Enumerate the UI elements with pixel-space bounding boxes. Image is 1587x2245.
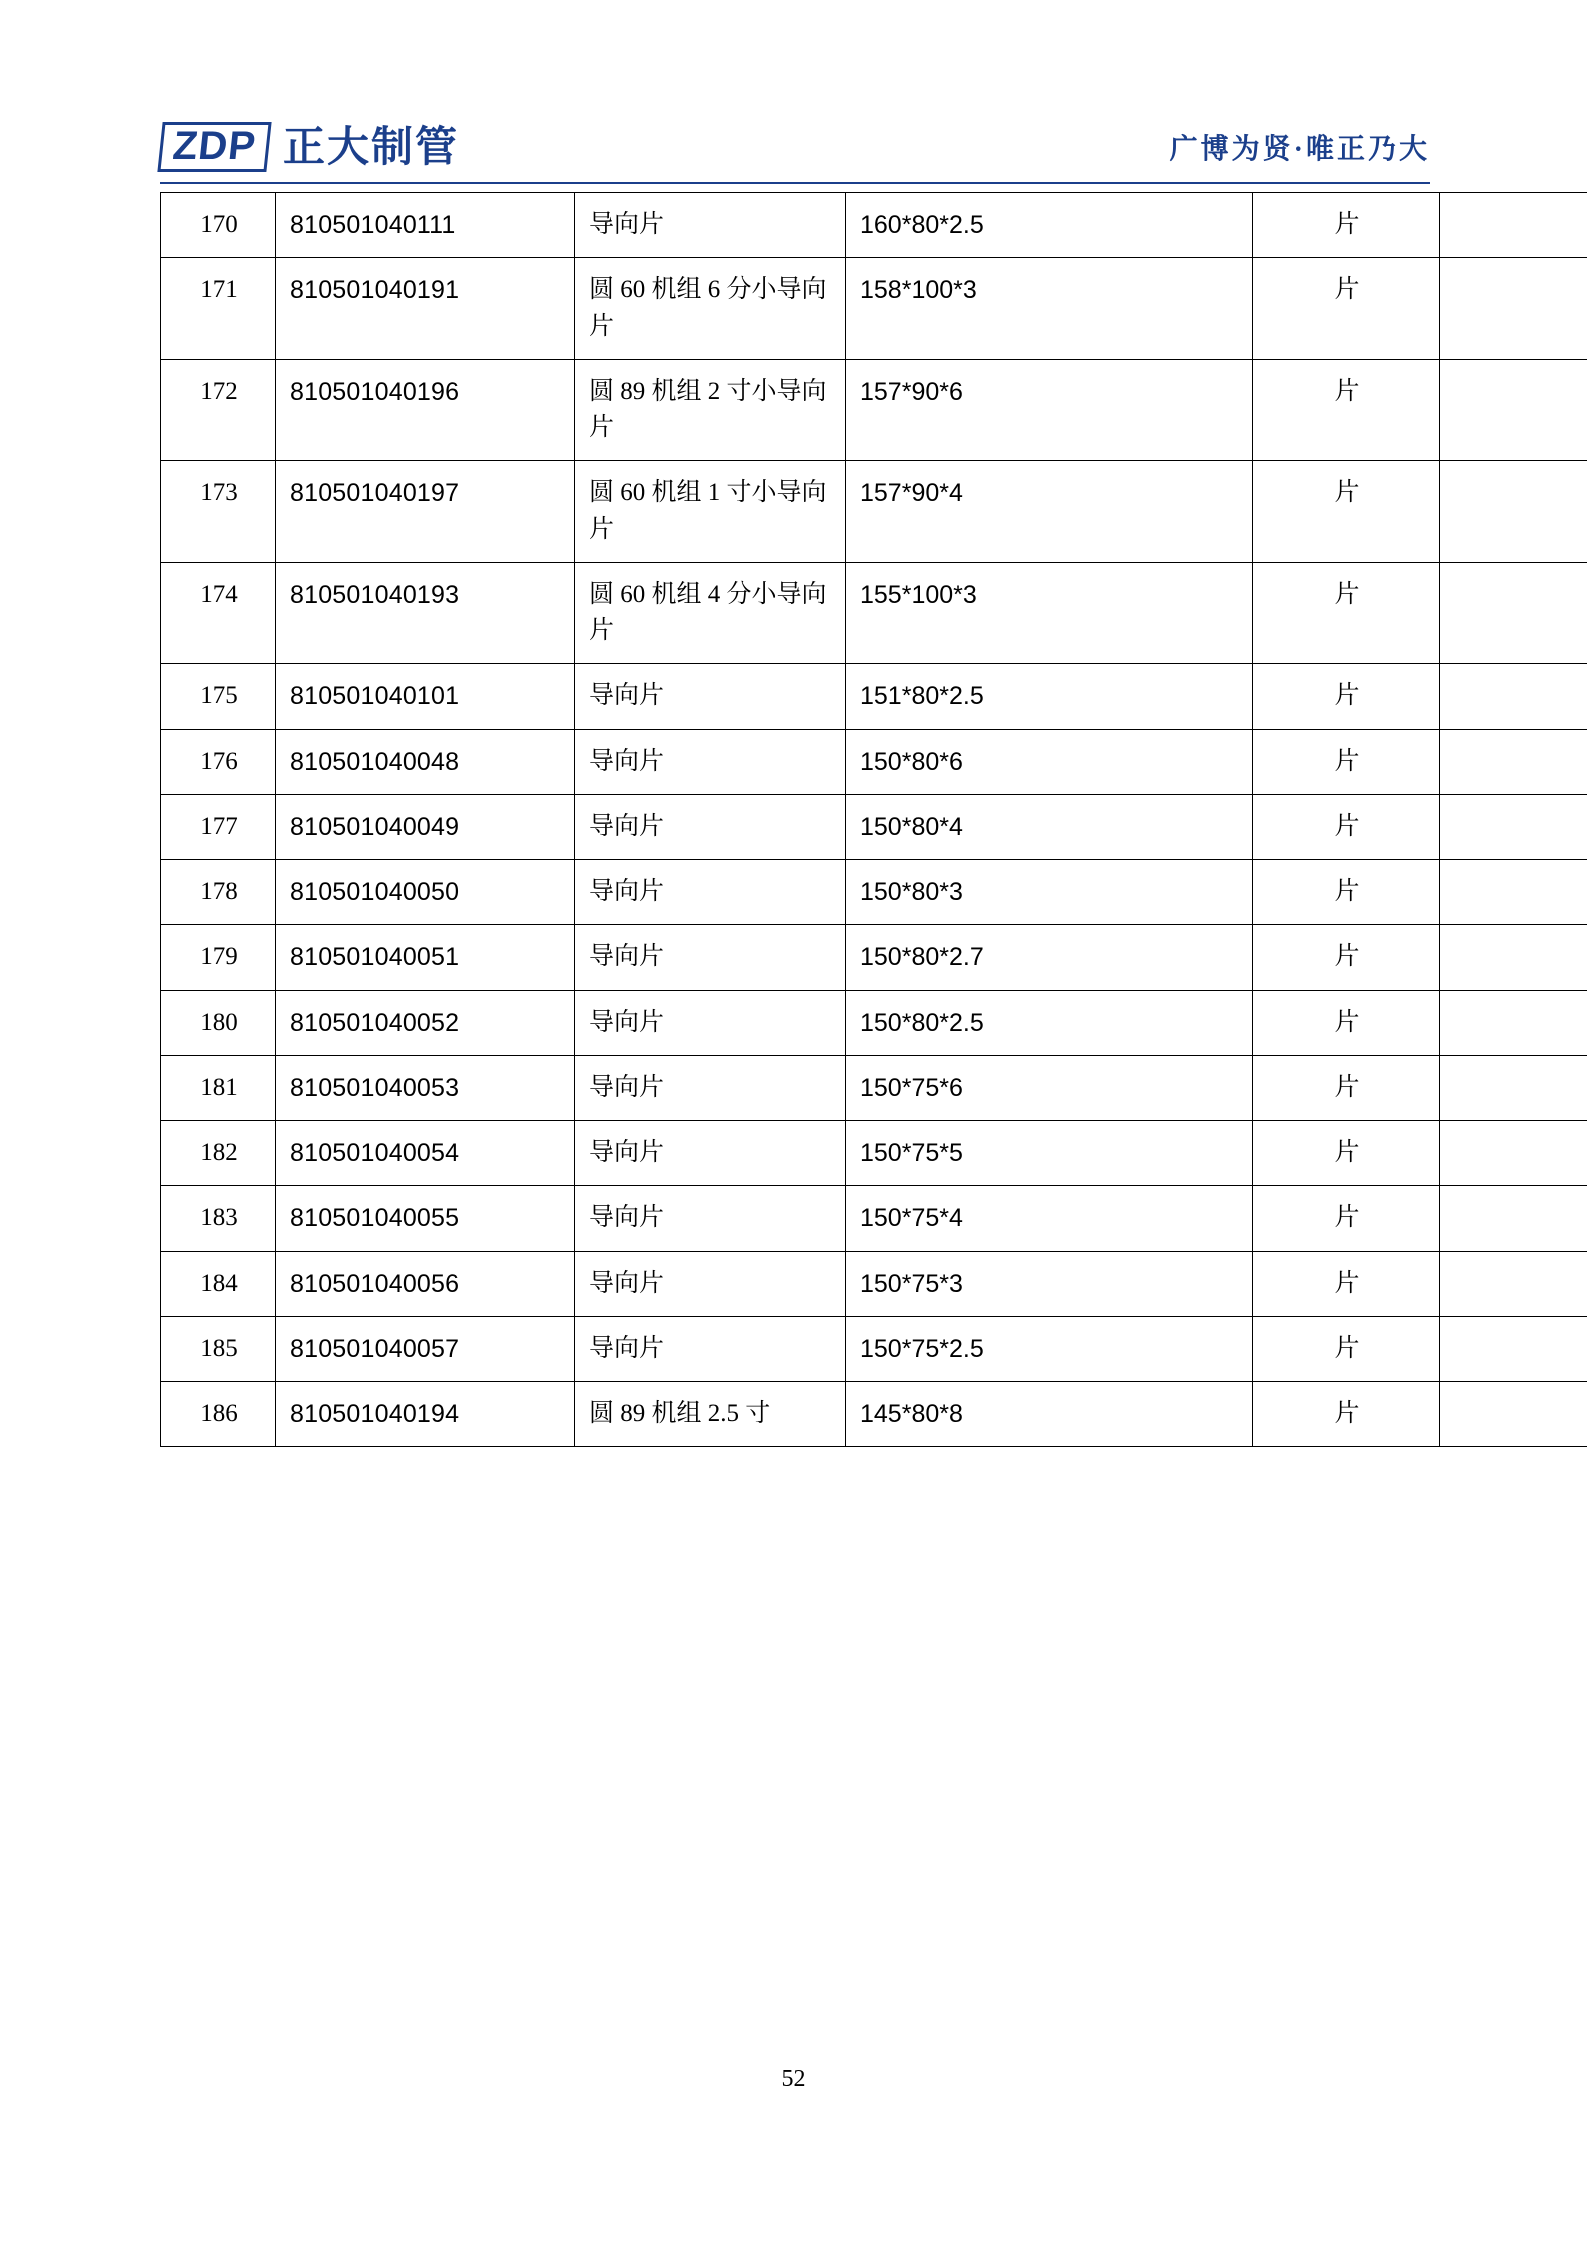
cell-spec: 160*80*2.5 <box>846 193 1253 258</box>
cell-unit: 片 <box>1253 1121 1440 1186</box>
cell-code: 810501040191 <box>276 258 575 360</box>
cell-name: 导向片 <box>575 193 846 258</box>
cell-index: 185 <box>161 1316 276 1381</box>
cell-index: 177 <box>161 794 276 859</box>
cell-code: 810501040055 <box>276 1186 575 1251</box>
cell-spec: 150*80*4 <box>846 794 1253 859</box>
cell-name: 导向片 <box>575 1055 846 1120</box>
cell-note <box>1440 1121 1587 1186</box>
table-row <box>161 1186 1587 1251</box>
cell-spec: 155*100*3 <box>846 562 1253 664</box>
cell-index: 184 <box>161 1251 276 1316</box>
table-row <box>161 1121 1587 1186</box>
cell-code: 810501040049 <box>276 794 575 859</box>
cell-name: 导向片 <box>575 729 846 794</box>
cell-index: 179 <box>161 925 276 990</box>
cell-code: 810501040194 <box>276 1382 575 1447</box>
table-row <box>161 1055 1587 1120</box>
table-row <box>161 359 1587 461</box>
cell-code: 810501040053 <box>276 1055 575 1120</box>
cell-unit: 片 <box>1253 1055 1440 1120</box>
table-row <box>161 562 1587 664</box>
table-row <box>161 925 1587 990</box>
cell-unit: 片 <box>1253 258 1440 360</box>
page-header <box>160 112 1430 182</box>
cell-name: 导向片 <box>575 1186 846 1251</box>
parts-table-body <box>161 193 1587 1447</box>
cell-spec: 150*75*6 <box>846 1055 1253 1120</box>
logo-company-name: 正大制管 <box>283 123 460 170</box>
cell-note <box>1440 1055 1587 1120</box>
cell-unit: 片 <box>1253 860 1440 925</box>
cell-index: 180 <box>161 990 276 1055</box>
table-row <box>161 990 1587 1055</box>
cell-spec: 150*80*2.7 <box>846 925 1253 990</box>
cell-code: 810501040051 <box>276 925 575 990</box>
table-row <box>161 860 1587 925</box>
cell-note <box>1440 1316 1587 1381</box>
cell-note <box>1440 729 1587 794</box>
cell-note <box>1440 461 1587 563</box>
cell-spec: 150*75*3 <box>846 1251 1253 1316</box>
cell-note <box>1440 990 1587 1055</box>
cell-index: 176 <box>161 729 276 794</box>
cell-code: 810501040052 <box>276 990 575 1055</box>
header-divider <box>160 182 1430 184</box>
cell-unit: 片 <box>1253 1251 1440 1316</box>
cell-name: 导向片 <box>575 1251 846 1316</box>
cell-name: 导向片 <box>575 1121 846 1186</box>
table-row <box>161 193 1587 258</box>
cell-spec: 145*80*8 <box>846 1382 1253 1447</box>
cell-unit: 片 <box>1253 664 1440 729</box>
cell-name: 圆 60 机组 1 寸小导向片 <box>575 461 846 563</box>
logo-mark-icon: ZDP <box>157 122 271 172</box>
cell-unit: 片 <box>1253 1186 1440 1251</box>
cell-index: 182 <box>161 1121 276 1186</box>
cell-note <box>1440 1186 1587 1251</box>
cell-unit: 片 <box>1253 562 1440 664</box>
company-logo <box>160 122 459 172</box>
cell-index: 172 <box>161 359 276 461</box>
cell-code: 810501040057 <box>276 1316 575 1381</box>
cell-note <box>1440 359 1587 461</box>
table-row <box>161 461 1587 563</box>
table-row <box>161 1316 1587 1381</box>
cell-spec: 150*80*3 <box>846 860 1253 925</box>
cell-note <box>1440 258 1587 360</box>
parts-table <box>160 192 1587 1447</box>
table-row <box>161 729 1587 794</box>
cell-spec: 150*75*2.5 <box>846 1316 1253 1381</box>
cell-note <box>1440 1251 1587 1316</box>
cell-code: 810501040196 <box>276 359 575 461</box>
cell-name: 圆 89 机组 2.5 寸 <box>575 1382 846 1447</box>
cell-spec: 157*90*6 <box>846 359 1253 461</box>
cell-spec: 151*80*2.5 <box>846 664 1253 729</box>
cell-spec: 157*90*4 <box>846 461 1253 563</box>
cell-index: 178 <box>161 860 276 925</box>
cell-index: 186 <box>161 1382 276 1447</box>
cell-spec: 150*80*6 <box>846 729 1253 794</box>
table-row <box>161 1251 1587 1316</box>
cell-spec: 150*80*2.5 <box>846 990 1253 1055</box>
cell-name: 圆 60 机组 6 分小导向片 <box>575 258 846 360</box>
cell-unit: 片 <box>1253 193 1440 258</box>
cell-note <box>1440 925 1587 990</box>
cell-unit: 片 <box>1253 1316 1440 1381</box>
cell-name: 导向片 <box>575 990 846 1055</box>
table-row <box>161 1382 1587 1447</box>
cell-unit: 片 <box>1253 1382 1440 1447</box>
cell-code: 810501040054 <box>276 1121 575 1186</box>
table-row <box>161 794 1587 859</box>
cell-unit: 片 <box>1253 461 1440 563</box>
cell-code: 810501040101 <box>276 664 575 729</box>
cell-code: 810501040056 <box>276 1251 575 1316</box>
cell-index: 171 <box>161 258 276 360</box>
cell-code: 810501040111 <box>276 193 575 258</box>
cell-index: 181 <box>161 1055 276 1120</box>
cell-name: 导向片 <box>575 925 846 990</box>
cell-code: 810501040050 <box>276 860 575 925</box>
cell-unit: 片 <box>1253 794 1440 859</box>
cell-index: 173 <box>161 461 276 563</box>
table-row <box>161 258 1587 360</box>
company-slogan: 广博为贤·唯正乃大 <box>1169 134 1430 165</box>
cell-name: 圆 89 机组 2 寸小导向片 <box>575 359 846 461</box>
cell-note <box>1440 1382 1587 1447</box>
cell-unit: 片 <box>1253 729 1440 794</box>
cell-unit: 片 <box>1253 359 1440 461</box>
cell-name: 圆 60 机组 4 分小导向片 <box>575 562 846 664</box>
cell-name: 导向片 <box>575 1316 846 1381</box>
cell-note <box>1440 664 1587 729</box>
cell-index: 183 <box>161 1186 276 1251</box>
cell-spec: 150*75*4 <box>846 1186 1253 1251</box>
cell-note <box>1440 562 1587 664</box>
cell-index: 170 <box>161 193 276 258</box>
cell-spec: 158*100*3 <box>846 258 1253 360</box>
cell-note <box>1440 794 1587 859</box>
cell-note <box>1440 193 1587 258</box>
table-row <box>161 664 1587 729</box>
cell-name: 导向片 <box>575 794 846 859</box>
cell-index: 174 <box>161 562 276 664</box>
parts-table-container <box>160 192 1428 1447</box>
cell-name: 导向片 <box>575 664 846 729</box>
cell-code: 810501040048 <box>276 729 575 794</box>
cell-code: 810501040193 <box>276 562 575 664</box>
cell-index: 175 <box>161 664 276 729</box>
cell-spec: 150*75*5 <box>846 1121 1253 1186</box>
cell-unit: 片 <box>1253 990 1440 1055</box>
cell-code: 810501040197 <box>276 461 575 563</box>
cell-note <box>1440 860 1587 925</box>
cell-name: 导向片 <box>575 860 846 925</box>
cell-unit: 片 <box>1253 925 1440 990</box>
page-number: 52 <box>781 2066 806 2092</box>
